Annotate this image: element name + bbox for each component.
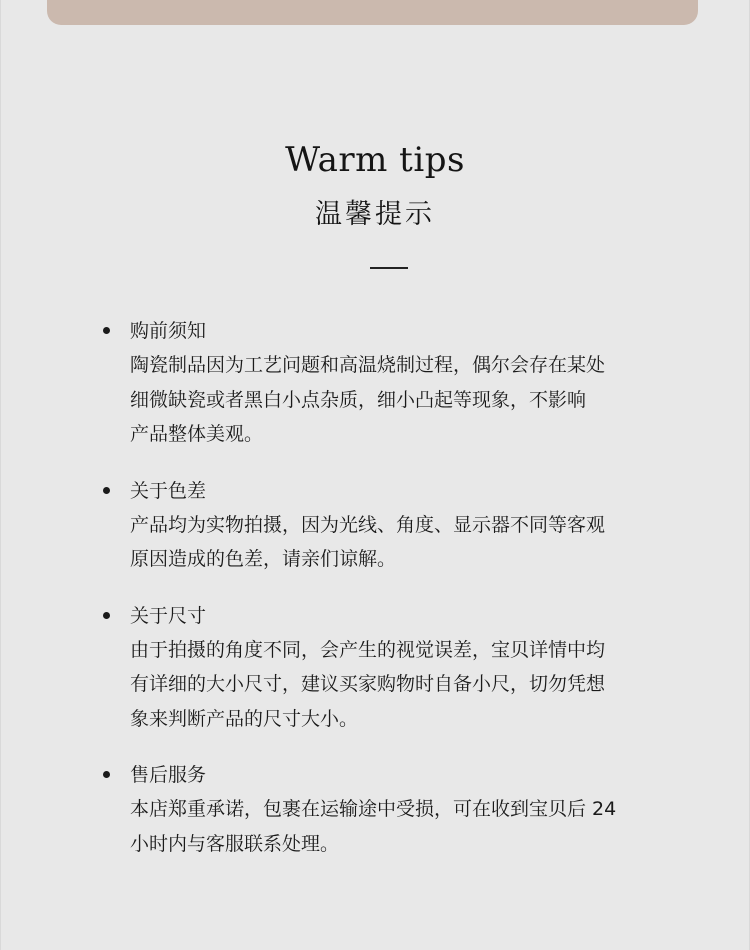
tip-line: 本店郑重承诺，包裹在运输途中受损，可在收到宝贝后 24 — [130, 798, 617, 820]
tip-line: 象来判断产品的尺寸大小。 — [130, 707, 359, 730]
tip-line: 原因造成的色差，请亲们谅解。 — [130, 548, 397, 570]
tip-line: 细微缺瓷或者黑白小点杂质，细小凸起等现象，不影响 — [130, 388, 587, 411]
title-divider — [370, 267, 408, 269]
tip-title: 购前须知 — [130, 320, 207, 342]
tip-line: 由于拍摄的角度不同，会产生的视觉误差，宝贝详情中均 — [130, 638, 606, 661]
title-chinese: 温馨提示 — [315, 199, 435, 230]
tip-title: 关于尺寸 — [130, 604, 207, 627]
tip-line: 产品均为实物拍摄，因为光线、角度、显示器不同等客观 — [130, 513, 606, 536]
tip-title: 关于色差 — [130, 479, 207, 502]
tip-line: 产品整体美观。 — [130, 423, 264, 445]
tip-size — [101, 599, 701, 737]
tip-color-difference — [101, 474, 701, 577]
tip-line: 小时内与客服联系处理。 — [130, 832, 340, 855]
tip-line: 有详细的大小尺寸，建议买家购物时自备小尺，切勿凭想 — [130, 673, 606, 695]
tip-purchase-notice — [101, 314, 701, 452]
tip-after-sales — [101, 758, 701, 861]
bullet-icon — [103, 487, 110, 494]
bullet-icon — [103, 771, 110, 778]
bullet-icon — [103, 612, 110, 619]
title-english: Warm tips — [285, 140, 465, 180]
top-accent-bar — [47, 0, 698, 25]
tip-title: 售后服务 — [130, 764, 207, 786]
tip-line: 陶瓷制品因为工艺问题和高温烧制过程，偶尔会存在某处 — [130, 354, 606, 376]
bullet-icon — [103, 327, 110, 334]
tips-list — [101, 314, 701, 861]
